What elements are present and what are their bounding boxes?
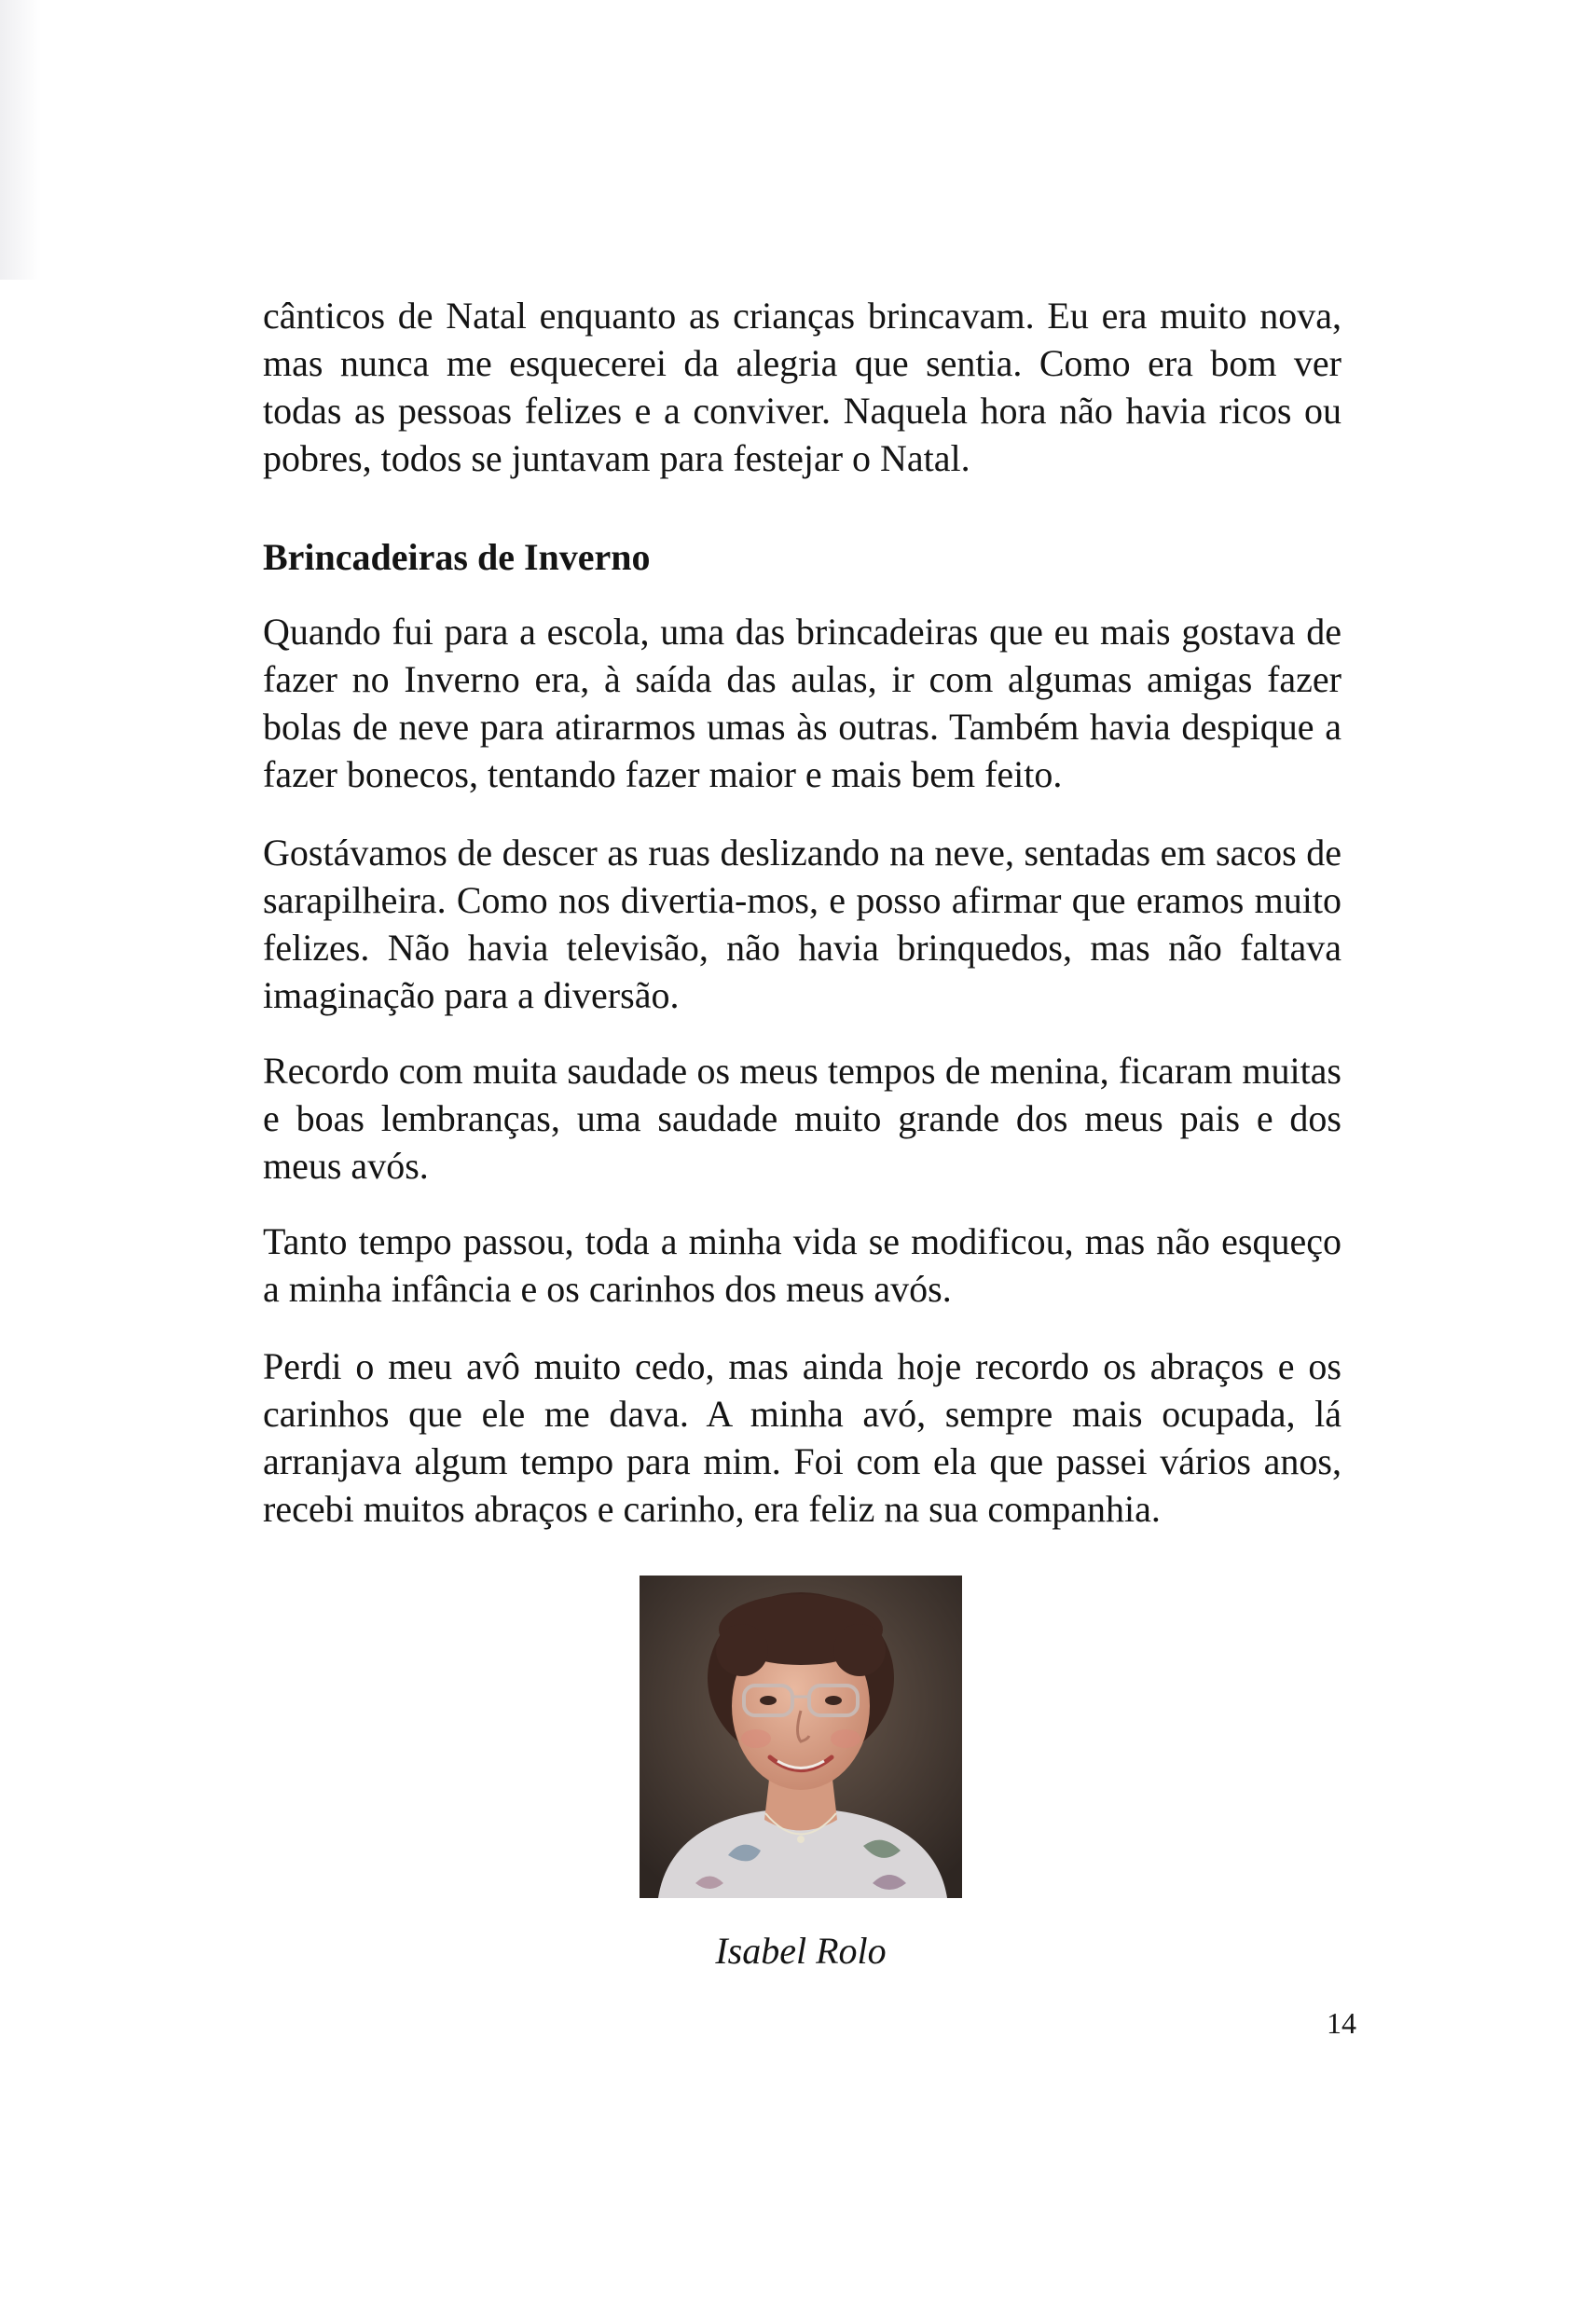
paragraph-memories [263,1047,1341,1190]
paragraph-text: Quando fui para a escola, uma das brincadeiras que eu mais gostava de fazer no Inverno era, à saída das aulas, ir com algumas amigas fazer bolas de neve para atirarmos umas às outras. Também havia despique a fazer bonecos, tentando fazer maior e mais bem feito. [263,611,1341,795]
section-heading: Brincadeiras de Inverno [263,536,651,578]
paragraph-text: Tanto tempo passou, toda a minha vida se modificou, mas não esqueço a minha infância e os carinhos dos meus avós. [263,1220,1341,1310]
scan-edge-shadow [0,0,41,280]
paragraph-text: Perdi o meu avô muito cedo, mas ainda hoje recordo os abraços e os carinhos que ele me dava. A minha avó, sempre mais ocupada, lá arranjava algum tempo para mim. Foi com ela que passei vários anos, recebi muitos abraços e carinho, era feliz na sua companhia. [263,1345,1341,1530]
portrait-photo [640,1576,962,1898]
paragraph-time-passed [263,1218,1341,1313]
paragraph-christmas-carols [263,292,1341,482]
paragraph-text: Gostávamos de descer as ruas deslizando na neve, sentadas em sacos de sarapilheira. Como nos divertia-mos, e posso afirmar que eramos muito felizes. Não havia televisão, não havia brinquedos, mas não faltava imaginação para a diversão. [263,832,1341,1016]
page-number: 14 [1327,2006,1356,2040]
paragraph-text: Recordo com muita saudade os meus tempos de menina, ficaram muitas e boas lembranças, uma saudade muito grande dos meus pais e dos meus avós. [263,1050,1341,1187]
paragraph-text: cânticos de Natal enquanto as crianças brincavam. Eu era muito nova, mas nunca me esquecerei da alegria que sentia. Como era bom ver todas as pessoas felizes e a conviver. Naquela hora não havia ricos ou pobres, todos se juntavam para festejar o Natal. [263,295,1341,479]
paragraph-school-games [263,608,1341,798]
paragraph-grandparents [263,1342,1341,1533]
photo-caption: Isabel Rolo [715,1930,887,1972]
paragraph-snow-sledding [263,829,1341,1019]
